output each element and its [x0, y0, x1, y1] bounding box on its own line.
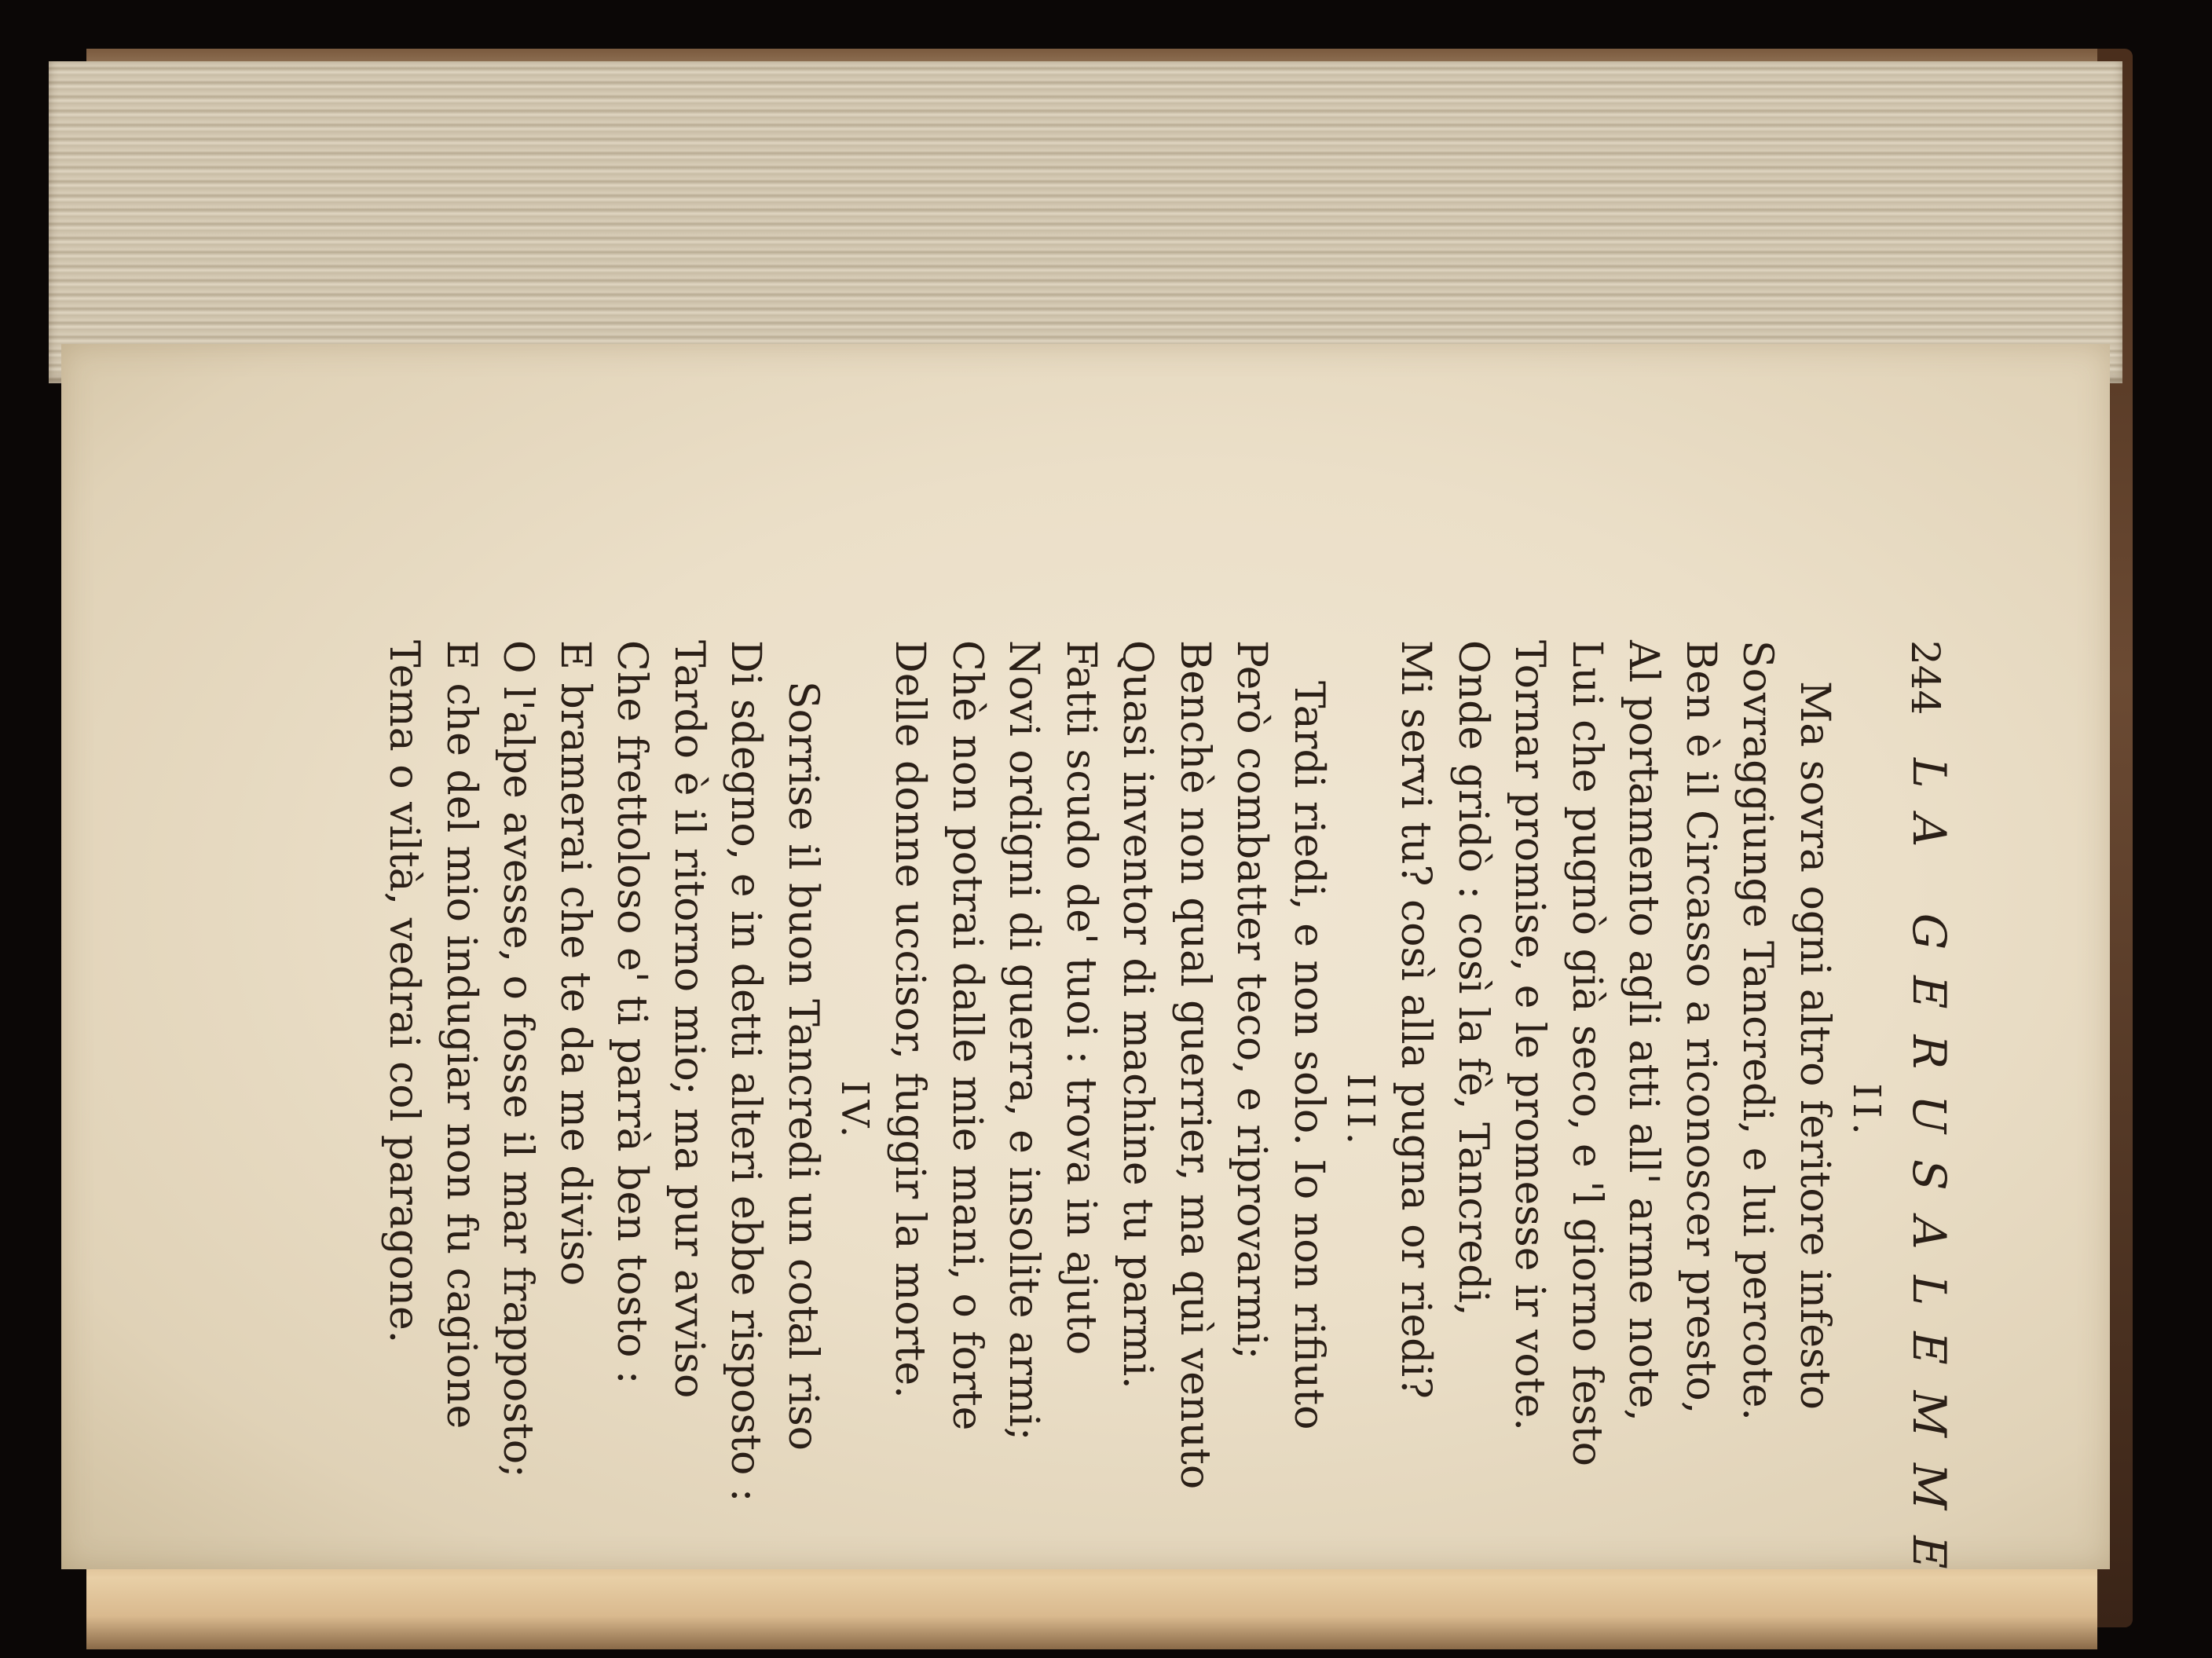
verse-line: Però combatter teco, e riprovarmi; [1228, 640, 1276, 1360]
stanza-iii [881, 640, 1382, 1490]
verse-line: Tardi riedi, e non solo. Io non rifiuto [1285, 681, 1332, 1430]
verse-line: Che frettoloso e' ti parrà ben tosto : [608, 640, 656, 1385]
page-number: 244 [1903, 640, 1948, 716]
verse-line: Ma sovra ogni altro feritore infesto [1791, 681, 1838, 1410]
page-header [1893, 640, 1956, 1595]
verse-line: O l'alpe avesse, o fosse il mar frapposto; [494, 640, 542, 1478]
stanza-number: IV. [833, 1080, 877, 1143]
verse-line: Fatti scudo de' tuoi : trova in ajuto [1057, 640, 1104, 1356]
stanza-number: III. [1339, 1073, 1382, 1150]
verse-line: Quasi inventor di machine tu parmi. [1114, 640, 1162, 1389]
verse-line: Sovraggiunge Tancredi, e lui percote. [1734, 640, 1782, 1421]
stanza-number: II. [1844, 1083, 1888, 1140]
verse-line: E bramerai che te da me diviso [551, 640, 599, 1287]
verse-line: Chè non potrai dalle mie mani, o forte [943, 640, 991, 1431]
stanza-iv [375, 640, 877, 1502]
running-head: LA GERUSALEMME [1903, 758, 1956, 1595]
verse-line: Delle donne uccisor, fuggir la morte. [886, 640, 934, 1399]
verse-line: Tema o viltà, vedrai col paragone. [380, 640, 428, 1344]
verse-line: Onde gridò : così la fè, Tancredi, [1449, 640, 1496, 1316]
verse-line: E che del mio indugiar non fu cagione [438, 640, 485, 1429]
stanza-ii [1387, 640, 1888, 1473]
verse-line: Sorrise il buon Tancredi un cotal riso [779, 681, 826, 1451]
page-edges [49, 61, 2122, 383]
verse-line: Tornar promise, e le promesse ir vote. [1506, 640, 1554, 1431]
verse-line: Al portamento agli atti all' arme note, [1620, 640, 1668, 1422]
verse-line: Novi ordigni di guerra, e insolite armi; [1000, 640, 1048, 1441]
verse-line: Lui che pugnò già seco, e 'l giorno festo [1563, 640, 1610, 1466]
verse-line: Mi servi tu? così alla pugna or riedi? [1392, 640, 1440, 1399]
verse-line: Ben è il Circasso a riconoscer presto, [1677, 640, 1724, 1415]
page-text-block [380, 640, 1956, 1595]
verse-line: Tardo è il ritorno mio; ma pur avviso [665, 640, 712, 1399]
verse-line: Benchè non qual guerrier, ma quì venuto [1171, 640, 1218, 1490]
verse-line: Di sdegno, e in detti alteri ebbe risposto : [722, 640, 770, 1502]
